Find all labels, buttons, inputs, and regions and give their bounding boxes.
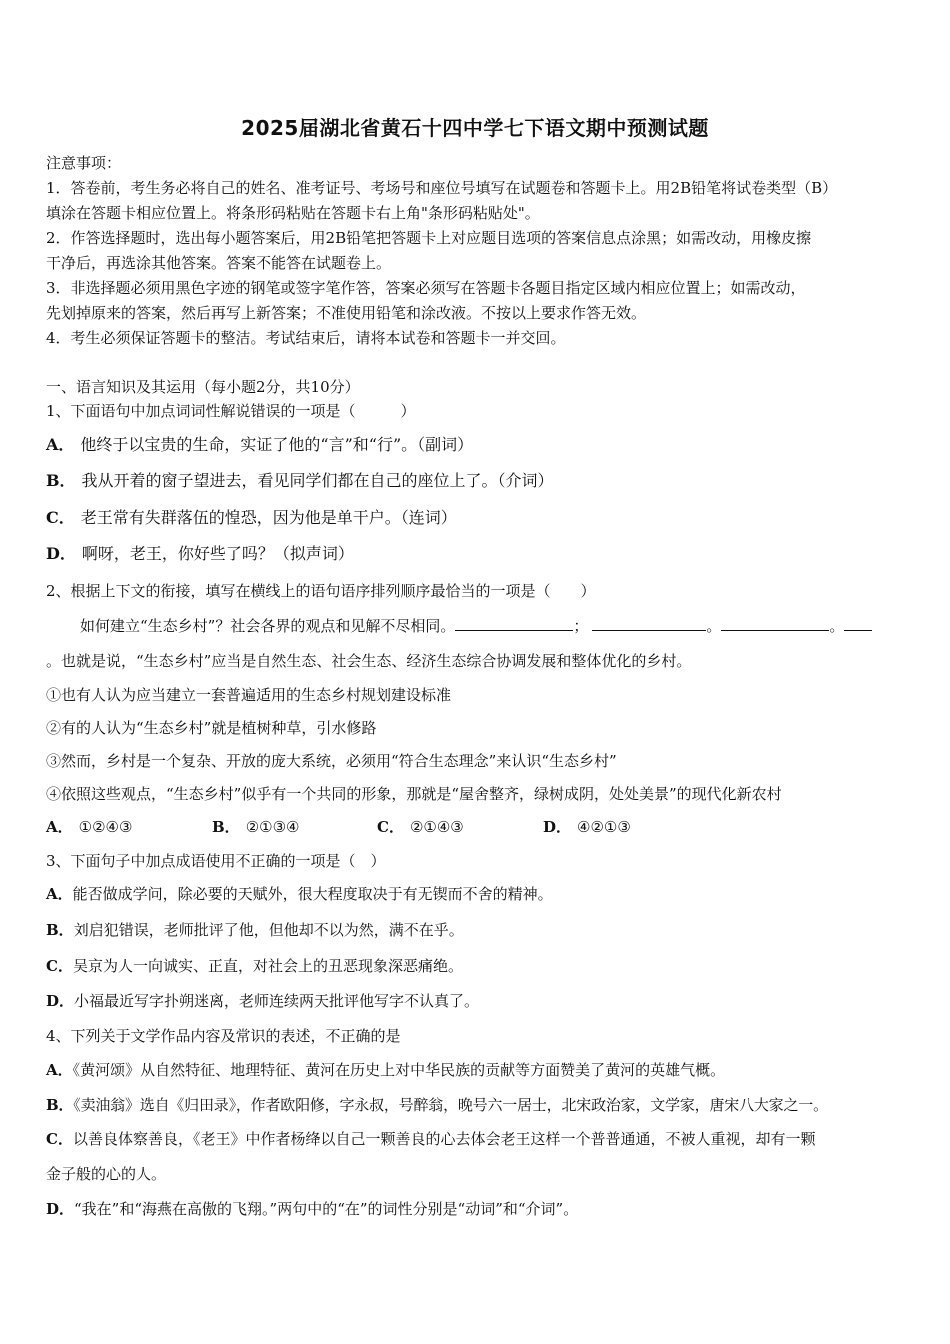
- question-2-item: ③然而，乡村是一个复杂、开放的庞大系统，必须用“符合生态理念”来认识“生态乡村”: [46, 752, 617, 770]
- option-text: 我从开着的窗子望进去，看见同学们都在自己的座位上了。（介词）: [81, 471, 554, 490]
- choice-text: ②①④③: [409, 818, 464, 836]
- option-text: 小福最近写字扑朔迷离，老师连续两天批评他写字不认真了。: [74, 992, 480, 1010]
- passage-separator: 。: [829, 617, 845, 635]
- question-3-option-a: [46, 883, 914, 905]
- question-4-stem: 4、下列关于文学作品内容及常识的表述，不正确的是: [46, 1027, 401, 1045]
- choice-text: ②①③④: [245, 818, 300, 836]
- choice-a: [46, 816, 132, 837]
- option-text: 他终于以宝贵的生命，实证了他的“言”和“行”。（副词）: [80, 435, 474, 454]
- choice-c: [377, 816, 464, 837]
- question-3-option-d: [46, 990, 914, 1012]
- option-letter: A．: [46, 435, 75, 454]
- notice-line: 干净后，再选涂其他答案。答案不能答在试题卷上。: [46, 254, 392, 272]
- question-4-option-c-continued: [46, 1163, 914, 1185]
- option-text: 吴京为人一向诚实、正直，对社会上的丑恶现象深恶痛绝。: [72, 957, 463, 975]
- question-2-item: ①也有人认为应当建立一套普遍适用的生态乡村规划建设标准: [46, 686, 452, 704]
- notice-line: 3．非选择题必须用黑色字迹的钢笔或签字笔作答，答案必须写在答题卡各题目指定区域内相应位置上；如需改动，: [46, 279, 806, 297]
- option-letter: D．: [46, 992, 75, 1010]
- section-heading: 一、语言知识及其运用（每小题2分，共10分）: [46, 378, 360, 396]
- question-2-stem: 2、根据上下文的衔接，填写在横线上的语句语序排列顺序最恰当的一项是（ ）: [46, 582, 596, 600]
- choice-text: ①②④③: [78, 818, 133, 836]
- question-2-passage: [80, 614, 906, 637]
- option-letter: C．: [46, 508, 75, 527]
- question-3-option-b: [46, 919, 914, 941]
- option-letter: B．: [46, 921, 74, 939]
- question-2-item: ④依照这些观点，“生态乡村”似乎有一个共同的形象，那就是“屋舍整齐，绿树成阴，处处美景”的现代化新农村: [46, 785, 782, 803]
- choice-text: ④②①③: [577, 818, 631, 836]
- question-4-option-b: [46, 1094, 920, 1116]
- exam-title: 2025届湖北省黄石十四中学七下语文期中预测试题: [241, 116, 709, 140]
- question-3-stem: 3、下面句子中加点成语使用不正确的一项是（ ）: [46, 852, 386, 870]
- choice-b: [212, 816, 299, 837]
- question-1-option-a: [46, 434, 914, 456]
- option-text: 啊呀，老王，你好些了吗？（拟声词）: [81, 544, 354, 563]
- option-letter: A．: [46, 885, 73, 903]
- option-text: 《黄河颂》从自然特征、地理特征、黄河在历史上对中华民族的贡献等方面赞美了黄河的英雄气概。: [72, 1061, 726, 1079]
- notice-heading: 注意事项：: [46, 154, 122, 172]
- choice-letter: D．: [543, 818, 572, 836]
- option-text: 能否做成学问，除必要的天赋外，很大程度取决于有无锲而不舍的精神。: [72, 885, 553, 903]
- notice-line: 1．答卷前，考生务必将自己的姓名、准考证号、考场号和座位号填写在试题卷和答题卡上。用2B铅笔将试卷类型（B）: [46, 179, 838, 197]
- question-4-option-d: [46, 1198, 914, 1220]
- question-1-option-d: [46, 543, 914, 565]
- passage-text: 如何建立“生态乡村”？社会各界的观点和见解不尽相同。: [80, 617, 456, 635]
- choice-d: [543, 816, 631, 837]
- option-letter: C．: [46, 1130, 73, 1148]
- passage-separator: ；: [573, 617, 589, 635]
- option-letter: D．: [46, 1200, 75, 1218]
- answer-blank: [592, 614, 706, 631]
- question-4-option-a: [46, 1059, 914, 1081]
- option-text: 刘启犯错误，老师批评了他，但他却不以为然，满不在乎。: [73, 921, 464, 939]
- question-4-option-c: [46, 1128, 914, 1150]
- choice-letter: A．: [46, 818, 73, 836]
- question-2-passage-end: 。也就是说，“生态乡村”应当是自然生态、社会生态、经济生态综合协调发展和整体优化的乡村。: [46, 652, 692, 670]
- question-1-option-c: [46, 507, 914, 529]
- answer-blank: [844, 614, 872, 631]
- option-text: 老王常有失群落伍的惶恐，因为他是单干户。（连词）: [80, 508, 457, 527]
- option-letter: C．: [46, 957, 73, 975]
- answer-blank: [721, 614, 829, 631]
- option-letter: A．: [46, 1061, 73, 1079]
- notice-line: 填涂在答题卡相应位置上。将条形码粘贴在答题卡右上角"条形码粘贴处"。: [46, 204, 540, 222]
- notice-line: 2．作答选择题时，选出每小题答案后，用2B铅笔把答题卡上对应题目选项的答案信息点涂黑；如需改动，用橡皮擦: [46, 229, 812, 247]
- answer-blank: [455, 614, 573, 631]
- question-2-choices: [46, 816, 746, 838]
- passage-separator: 。: [706, 617, 722, 635]
- option-letter: D．: [46, 544, 76, 563]
- choice-letter: C．: [377, 818, 404, 836]
- question-1-option-b: [46, 470, 914, 492]
- notice-line: 先划掉原来的答案，然后再写上新答案；不准使用铅笔和涂改液。不按以上要求作答无效。: [46, 304, 647, 322]
- notice-line: 4．考生必须保证答题卡的整洁。考试结束后，请将本试卷和答题卡一并交回。: [46, 329, 566, 347]
- option-letter: B．: [46, 1096, 74, 1114]
- choice-letter: B．: [212, 818, 240, 836]
- question-3-option-c: [46, 955, 914, 977]
- option-text: “我在”和“海燕在高傲的飞翔。”两句中的“在”的词性分别是“动词”和“介词”。: [74, 1200, 579, 1218]
- option-text: 《卖油翁》选自《归田录》，作者欧阳修，字永叔，号醉翁，晚号六一居士，北宋政治家，文学家，唐宋八大家之一。: [73, 1096, 828, 1114]
- question-2-item: ②有的人认为“生态乡村”就是植树种草，引水修路: [46, 719, 377, 737]
- question-1-stem: 1、下面语句中加点词词性解说错误的一项是（ ）: [46, 402, 416, 420]
- option-letter: B．: [46, 471, 76, 490]
- option-text: 金子般的心的人。: [46, 1165, 167, 1183]
- option-text: 以善良体察善良，《老王》中作者杨绛以自己一颗善良的心去体会老王这样一个普普通通，不被人重视，却有一颗: [72, 1130, 816, 1148]
